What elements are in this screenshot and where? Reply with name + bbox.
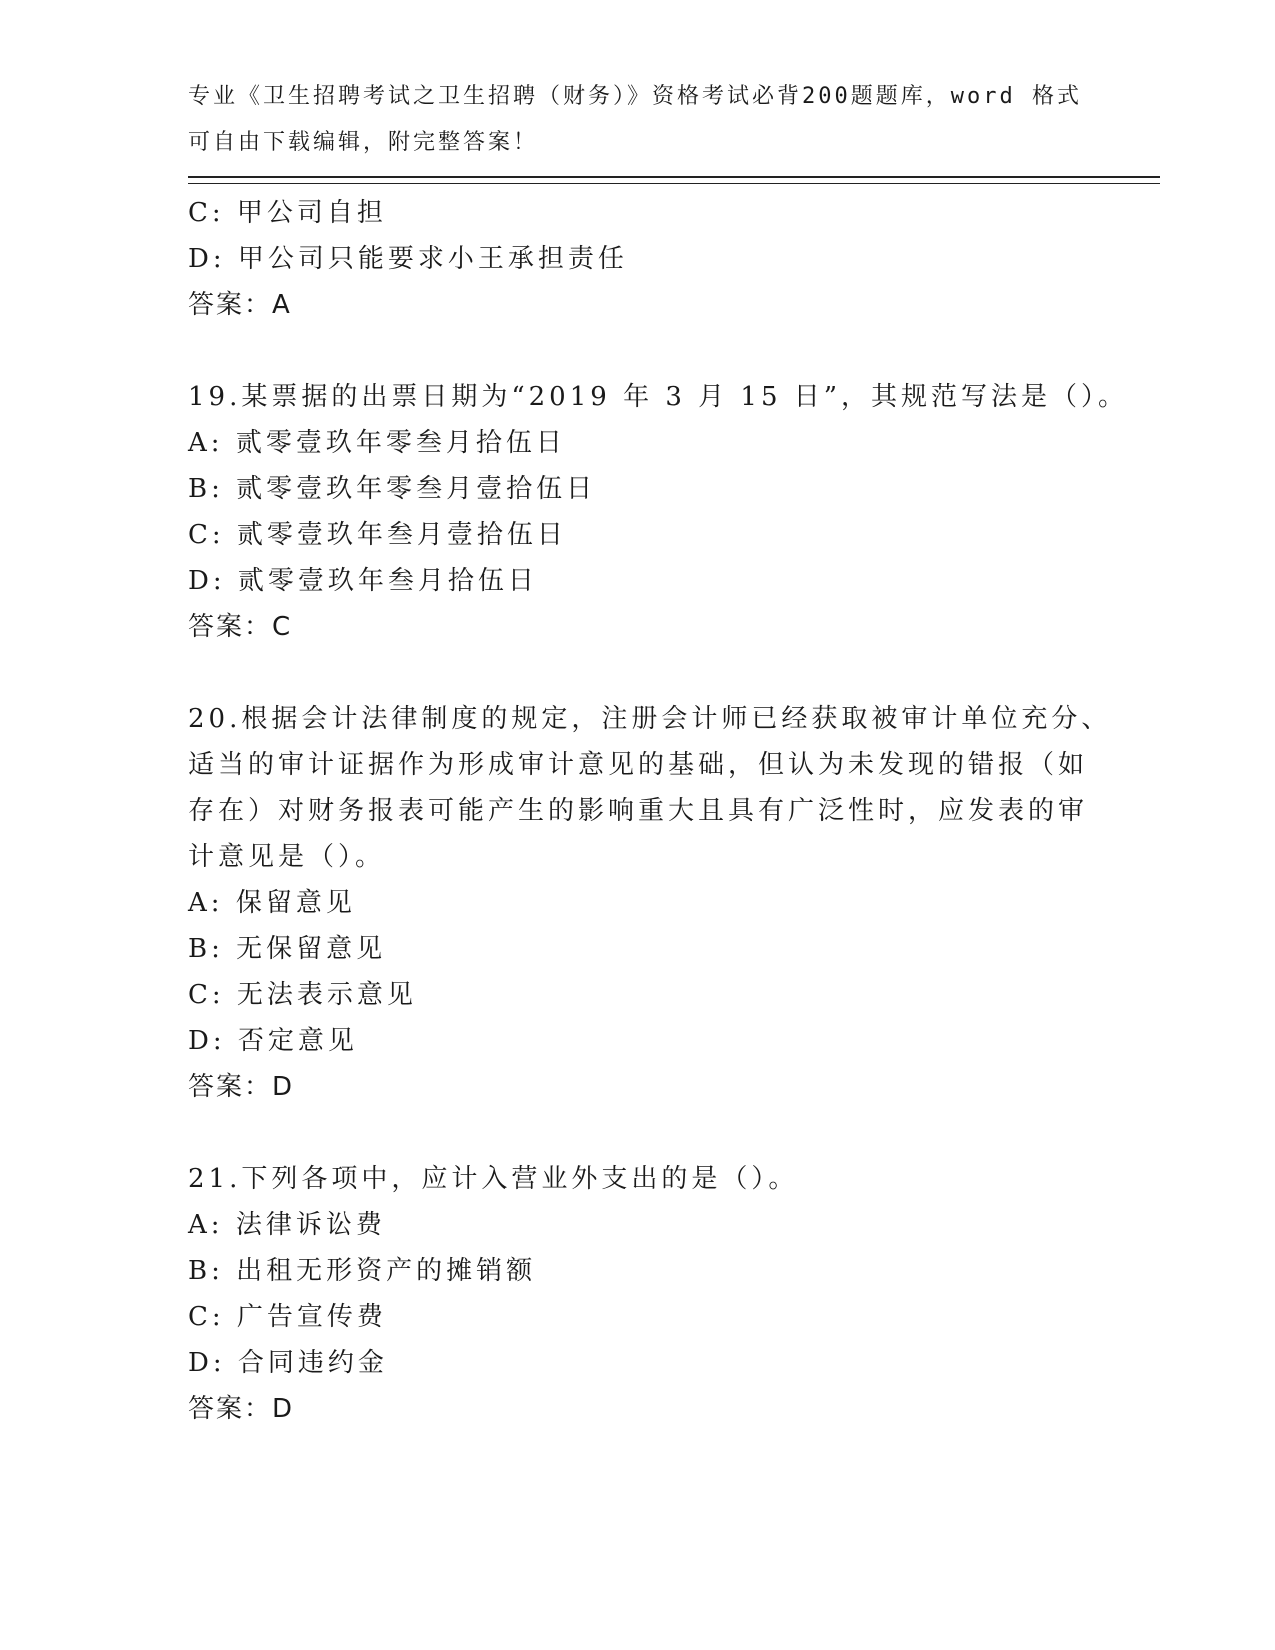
stem-line: 21.下列各项中，应计入营业外支出的是（）。 — [188, 1164, 799, 1194]
question-20 — [188, 696, 1112, 1110]
option-a: A: 法律诉讼费 — [188, 1210, 386, 1240]
header-line-1: 专业《卫生招聘考试之卫生招聘（财务）》资格考试必背200题题库，word 格式 — [188, 84, 1082, 109]
option-d: D: 贰零壹玖年叁月拾伍日 — [188, 566, 538, 596]
question-stem — [188, 1156, 1068, 1202]
option-d: D: 合同违约金 — [188, 1348, 388, 1378]
stem-line: 20.根据会计法律制度的规定，注册会计师已经获取被审计单位充分、 — [188, 704, 1112, 734]
question-list — [188, 190, 1129, 1432]
option-b: B: 无保留意见 — [188, 934, 387, 964]
header-divider-thin — [188, 183, 1160, 184]
question-stem — [188, 374, 1129, 420]
answer-line: 答案：A — [188, 290, 292, 320]
question-continued — [188, 190, 1068, 328]
option-a: A: 贰零壹玖年零叁月拾伍日 — [188, 428, 566, 458]
stem-line: 计意见是（）。 — [188, 842, 386, 872]
option-c: C: 甲公司自担 — [188, 198, 387, 228]
option-c: C: 无法表示意见 — [188, 980, 417, 1010]
option-a: A: 保留意见 — [188, 888, 356, 918]
question-19 — [188, 374, 1129, 650]
header-line-2: 可自由下载编辑，附完整答案！ — [188, 130, 539, 155]
question-21 — [188, 1156, 1068, 1432]
answer-line: 答案：C — [188, 612, 293, 642]
header-divider-thick — [188, 176, 1160, 178]
question-stem — [188, 696, 1112, 880]
option-d: D: 否定意见 — [188, 1026, 358, 1056]
answer-line: 答案：D — [188, 1072, 295, 1102]
option-d: D: 甲公司只能要求小王承担责任 — [188, 244, 628, 274]
option-b: B: 出租无形资产的摊销额 — [188, 1256, 537, 1286]
stem-line: 适当的审计证据作为形成审计意见的基础，但认为未发现的错报（如 — [188, 750, 1089, 780]
stem-line: 19.某票据的出票日期为“2019 年 3 月 15 日”，其规范写法是（）。 — [188, 382, 1129, 412]
stem-line: 存在）对财务报表可能产生的影响重大且具有广泛性时，应发表的审 — [188, 796, 1089, 826]
answer-line: 答案：D — [188, 1394, 295, 1424]
option-c: C: 贰零壹玖年叁月壹拾伍日 — [188, 520, 567, 550]
option-b: B: 贰零壹玖年零叁月壹拾伍日 — [188, 474, 597, 504]
option-c: C: 广告宣传费 — [188, 1302, 387, 1332]
document-header — [188, 74, 1082, 166]
